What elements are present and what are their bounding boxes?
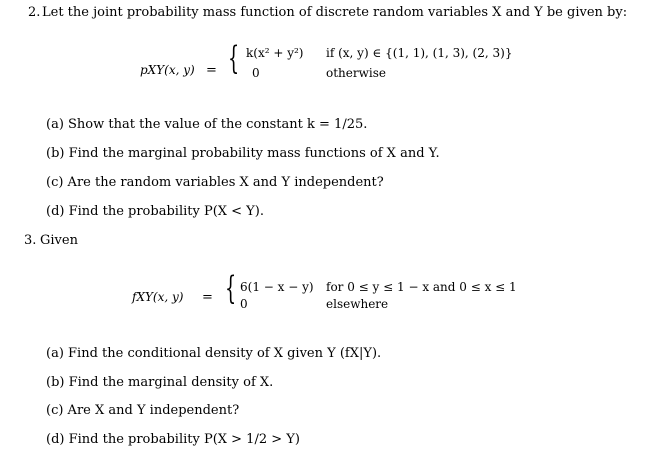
problem-3-number: 3. — [24, 233, 37, 248]
problem-2-part-d: (d) Find the probability P(X < Y). — [46, 204, 264, 219]
pdf-case1-value: 6(1 − x − y) — [240, 280, 314, 294]
pmf-lhs: pXY(x, y) — [140, 63, 195, 77]
problem-2-part-c: (c) Are the random variables X and Y independent? — [46, 175, 384, 190]
problem-3-part-b: (b) Find the marginal density of X. — [46, 375, 274, 390]
pmf-case1-value: k(x² + y²) — [246, 46, 304, 60]
pdf-brace: { — [225, 269, 237, 307]
problem-3-part-d: (d) Find the probability P(X > 1/2 > Y) — [46, 432, 300, 447]
pmf-case1-condition: if (x, y) ∈ {(1, 1), (1, 3), (2, 3)} — [326, 46, 513, 60]
pdf-lhs: fXY(x, y) — [132, 290, 184, 304]
problem-2-part-b: (b) Find the marginal probability mass functions of X and Y. — [46, 146, 440, 161]
problem-2-part-a: (a) Show that the value of the constant k = 1/25. — [46, 117, 368, 132]
pmf-case2-condition: otherwise — [326, 66, 386, 80]
pdf-case1-condition: for 0 ≤ y ≤ 1 − x and 0 ≤ x ≤ 1 — [326, 280, 517, 294]
problem-3-statement: Given — [40, 233, 78, 248]
pmf-equals: = — [206, 63, 217, 78]
problem-3-part-c: (c) Are X and Y independent? — [46, 403, 240, 418]
problem-2-number: 2. — [28, 5, 41, 20]
problem-3-part-a: (a) Find the conditional density of X given Y (fX|Y). — [46, 346, 382, 361]
pdf-case2-condition: elsewhere — [326, 297, 389, 311]
pmf-brace: { — [228, 39, 240, 77]
problem-2-statement: Let the joint probability mass function of discrete random variables X and Y be given by: — [42, 5, 628, 20]
pdf-equals: = — [202, 290, 213, 305]
pdf-case2-value: 0 — [240, 297, 248, 311]
pmf-case2-value: 0 — [252, 66, 260, 80]
